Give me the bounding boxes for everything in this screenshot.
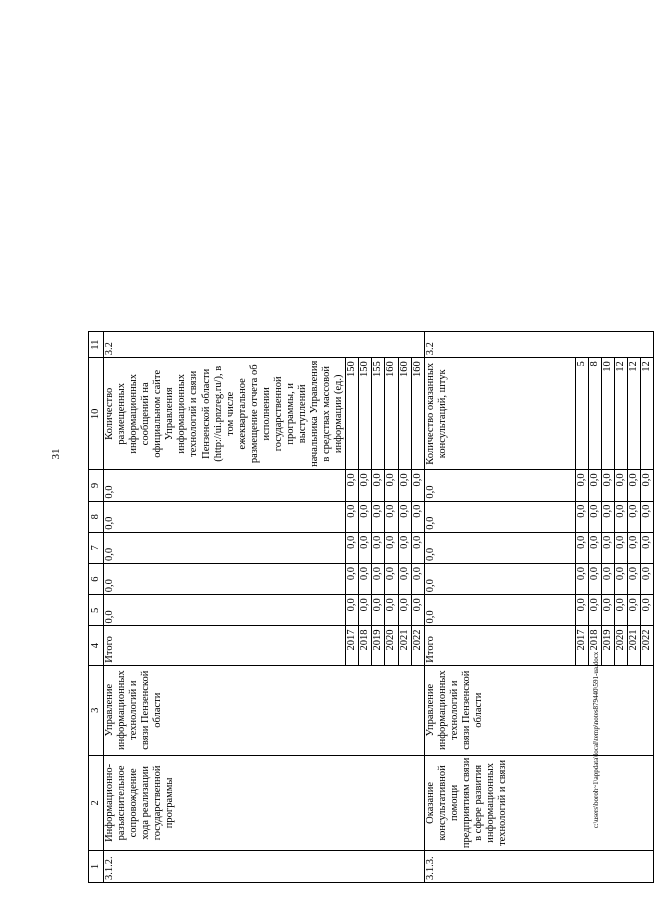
column-number-header: 6 [89, 564, 104, 595]
year-value: 0,0 [398, 470, 411, 501]
year-value: 0,0 [601, 501, 614, 532]
footer-file-path: c:\users\boroh~1\appdata\local\temp\notes879440\591-ua.docx [592, 651, 600, 829]
target-value: 155 [372, 358, 385, 470]
year-value: 0,0 [575, 595, 588, 626]
year-value: 0,0 [588, 595, 601, 626]
year-value: 0,0 [627, 595, 640, 626]
year-cell: 2018 [359, 626, 372, 665]
activity-name: Оказание консультативной помощи предприятиям связи в сфере развития информационных технологий и связи [424, 755, 653, 850]
year-value: 0,0 [614, 532, 627, 563]
year-value: 0,0 [601, 564, 614, 595]
year-value: 0,0 [359, 595, 372, 626]
year-value: 0,0 [359, 532, 372, 563]
target-value: 160 [385, 358, 398, 470]
year-value: 0,0 [575, 532, 588, 563]
column-number-header: 1 [89, 851, 104, 883]
year-value: 0,0 [640, 501, 653, 532]
year-value: 0,0 [372, 595, 385, 626]
total-value: 0,0 [424, 595, 575, 626]
year-value: 0,0 [372, 532, 385, 563]
column-number-header: 2 [89, 755, 104, 850]
target-value: 10 [601, 358, 614, 470]
column-number-header: 3 [89, 665, 104, 755]
year-value: 0,0 [385, 470, 398, 501]
year-cell: 2022 [411, 626, 424, 665]
total-label: Итого [104, 626, 346, 665]
year-value: 0,0 [640, 595, 653, 626]
year-value: 0,0 [346, 564, 359, 595]
column-number-header: 11 [89, 332, 104, 358]
year-cell: 2020 [614, 626, 627, 665]
year-value: 0,0 [627, 470, 640, 501]
column-number-row [89, 332, 104, 883]
year-value: 0,0 [372, 564, 385, 595]
year-value: 0,0 [372, 470, 385, 501]
year-cell: 2017 [346, 626, 359, 665]
year-value: 0,0 [640, 470, 653, 501]
year-value: 0,0 [385, 595, 398, 626]
year-value: 0,0 [385, 564, 398, 595]
year-value: 0,0 [411, 501, 424, 532]
year-value: 0,0 [346, 595, 359, 626]
section-code: 3.1.3. [424, 851, 653, 883]
executor-name: Управление информационных технологий и связи Пензенской области [104, 665, 425, 755]
year-value: 0,0 [627, 501, 640, 532]
year-value: 0,0 [588, 564, 601, 595]
indicator-text: Количество оказанных консультаций, штук [424, 358, 575, 470]
year-value: 0,0 [614, 501, 627, 532]
year-cell: 2021 [398, 626, 411, 665]
year-value: 0,0 [411, 470, 424, 501]
year-cell: 2021 [627, 626, 640, 665]
column-number-header: 8 [89, 501, 104, 532]
rotated-table-container [88, 331, 654, 883]
activity-name: Информационно-разъяснительное сопровождение хода реализации государственной программы [104, 755, 425, 850]
year-value: 0,0 [372, 501, 385, 532]
total-value: 0,0 [104, 501, 346, 532]
total-value: 0,0 [424, 470, 575, 501]
year-value: 0,0 [601, 532, 614, 563]
year-cell: 2022 [640, 626, 653, 665]
column-number-header: 9 [89, 470, 104, 501]
program-table [88, 331, 654, 883]
year-value: 0,0 [588, 470, 601, 501]
target-value: 8 [588, 358, 601, 470]
year-value: 0,0 [614, 564, 627, 595]
year-value: 0,0 [359, 501, 372, 532]
total-value: 0,0 [424, 532, 575, 563]
total-value: 0,0 [104, 564, 346, 595]
indicator-text: Количество размещенных информационных сообщений на официальном сайте Управления информационных технологий и связи Пензенской области (http://ui.pnzreg.ru/), в том числе ежеквартальное размещение отчета об исполнении государственной программы, и выступлений начальника Управления в средствах массовой информации (ед.) [104, 358, 346, 470]
year-value: 0,0 [398, 564, 411, 595]
total-value: 0,0 [104, 470, 346, 501]
year-value: 0,0 [601, 470, 614, 501]
target-value: 12 [614, 358, 627, 470]
year-value: 0,0 [640, 564, 653, 595]
target-value: 5 [575, 358, 588, 470]
year-value: 0,0 [346, 532, 359, 563]
year-value: 0,0 [601, 595, 614, 626]
target-value: 12 [627, 358, 640, 470]
year-value: 0,0 [588, 532, 601, 563]
year-value: 0,0 [398, 595, 411, 626]
year-cell: 2019 [372, 626, 385, 665]
target-value: 12 [640, 358, 653, 470]
year-value: 0,0 [640, 532, 653, 563]
year-value: 0,0 [588, 501, 601, 532]
year-value: 0,0 [411, 564, 424, 595]
column-number-header: 4 [89, 626, 104, 665]
section-total-row [104, 332, 346, 883]
year-value: 0,0 [411, 532, 424, 563]
year-cell: 2017 [575, 626, 588, 665]
year-value: 0,0 [575, 501, 588, 532]
year-cell: 2018 [588, 626, 601, 665]
target-value: 150 [359, 358, 372, 470]
link-code: 3.2 [424, 332, 653, 358]
year-value: 0,0 [411, 595, 424, 626]
link-code: 3.2 [104, 332, 425, 358]
year-value: 0,0 [398, 501, 411, 532]
target-value: 160 [398, 358, 411, 470]
section-total-row [424, 332, 575, 883]
year-value: 0,0 [575, 564, 588, 595]
year-value: 0,0 [627, 532, 640, 563]
year-value: 0,0 [346, 501, 359, 532]
target-value: 150 [346, 358, 359, 470]
year-cell: 2020 [385, 626, 398, 665]
total-value: 0,0 [424, 564, 575, 595]
column-number-header: 10 [89, 358, 104, 470]
total-value: 0,0 [104, 532, 346, 563]
year-value: 0,0 [614, 470, 627, 501]
year-value: 0,0 [385, 501, 398, 532]
column-number-header: 7 [89, 532, 104, 563]
year-cell: 2019 [601, 626, 614, 665]
page-number: 31 [50, 448, 62, 460]
total-label: Итого [424, 626, 575, 665]
year-value: 0,0 [398, 532, 411, 563]
total-value: 0,0 [424, 501, 575, 532]
target-value: 160 [411, 358, 424, 470]
section-code: 3.1.2. [104, 851, 425, 883]
year-value: 0,0 [627, 564, 640, 595]
year-value: 0,0 [359, 564, 372, 595]
year-value: 0,0 [385, 532, 398, 563]
column-number-header: 5 [89, 595, 104, 626]
year-value: 0,0 [359, 470, 372, 501]
total-value: 0,0 [104, 595, 346, 626]
executor-name: Управление информационных технологий и связи Пензенской области [424, 665, 653, 755]
year-value: 0,0 [614, 595, 627, 626]
year-value: 0,0 [346, 470, 359, 501]
year-value: 0,0 [575, 470, 588, 501]
